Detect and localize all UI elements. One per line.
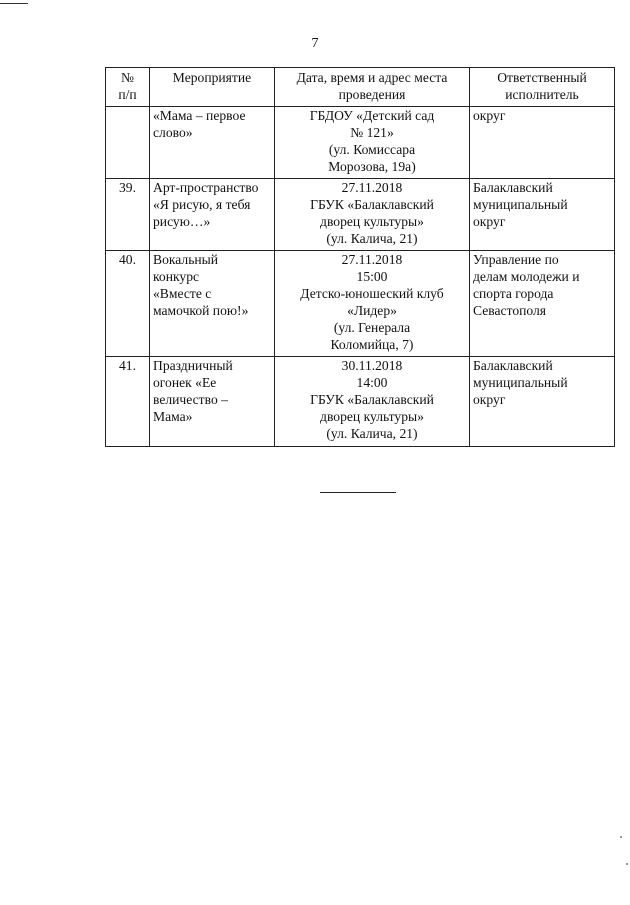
- header-number: № п/п: [106, 68, 150, 107]
- cell-date-place: 30.11.2018 14:00 ГБУК «Балаклавский дворец культуры» (ул. Калича, 21): [275, 357, 470, 447]
- table-row: [106, 251, 615, 357]
- scan-speck: [626, 863, 628, 865]
- table-row: [106, 179, 615, 251]
- cell-responsible: округ: [470, 107, 615, 179]
- cell-event: Арт-пространство «Я рисую, я тебя рисую…»: [150, 179, 275, 251]
- cell-number: [106, 107, 150, 179]
- cell-date-place: ГБДОУ «Детский сад № 121» (ул. Комиссара Морозова, 19а): [275, 107, 470, 179]
- cell-responsible: Балаклавский муниципальный округ: [470, 179, 615, 251]
- events-table: [105, 67, 615, 447]
- header-date-place: Дата, время и адрес места проведения: [275, 68, 470, 107]
- header-responsible: Ответственный исполнитель: [470, 68, 615, 107]
- scan-speck: [620, 836, 622, 838]
- cell-responsible: Балаклавский муниципальный округ: [470, 357, 615, 447]
- cell-event: Праздничный огонек «Ее величество – Мама»: [150, 357, 275, 447]
- table-row: [106, 357, 615, 447]
- table-header-row: [106, 68, 615, 107]
- table-row: [106, 107, 615, 179]
- end-of-document-line: [320, 492, 396, 493]
- cell-number: 41.: [106, 357, 150, 447]
- page-number: 7: [311, 36, 319, 51]
- cell-number: 39.: [106, 179, 150, 251]
- cell-event: Вокальный конкурс «Вместе с мамочкой пою!»: [150, 251, 275, 357]
- header-event: Мероприятие: [150, 68, 275, 107]
- cell-date-place: 27.11.2018 ГБУК «Балаклавский дворец культуры» (ул. Калича, 21): [275, 179, 470, 251]
- corner-scan-mark: [0, 3, 28, 4]
- cell-number: 40.: [106, 251, 150, 357]
- cell-responsible: Управление по делам молодежи и спорта города Севастополя: [470, 251, 615, 357]
- cell-event: «Мама – первое слово»: [150, 107, 275, 179]
- cell-date-place: 27.11.2018 15:00 Детско-юношеский клуб «Лидер» (ул. Генерала Коломийца, 7): [275, 251, 470, 357]
